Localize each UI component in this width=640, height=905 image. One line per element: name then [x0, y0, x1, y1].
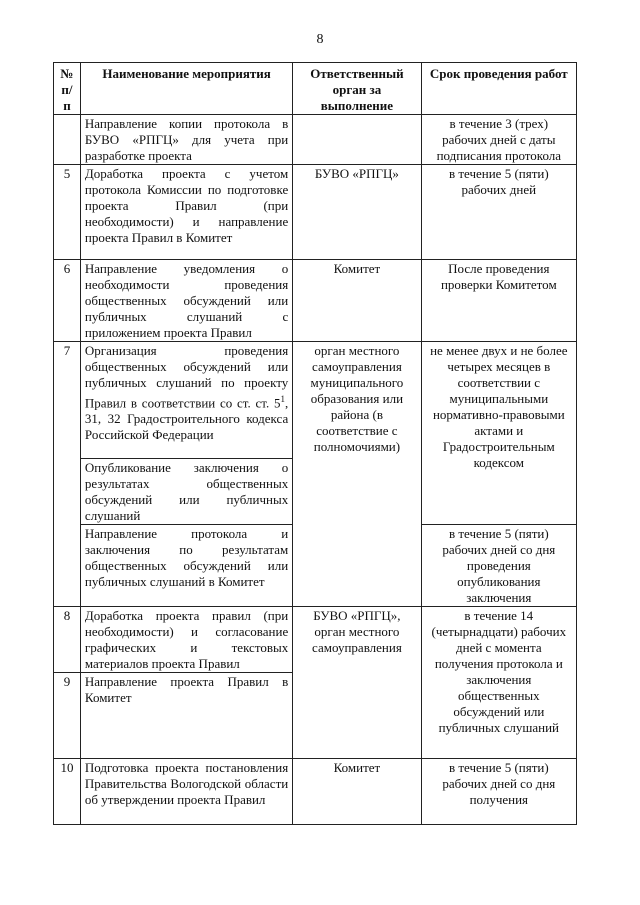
row-name: Подготовка проекта постановления Правительства Вологодской области об утверждении проекта Правил: [80, 759, 292, 825]
table-row: [54, 260, 577, 342]
row-name: [80, 342, 292, 459]
row-term: в течение 5 (пяти) рабочих дней со дня получения: [421, 759, 576, 825]
table-row: [54, 342, 577, 459]
row-num: 5: [54, 165, 81, 260]
row-name: Направление проекта Правил в Комитет: [80, 673, 292, 759]
header-num: № п/п: [54, 63, 81, 115]
row-term: не менее двух и не более четырех месяцев в соответствии с муниципальными нормативно-правовыми актами и Градостроительным кодексом: [421, 342, 576, 525]
header-name: Наименование мероприятия: [80, 63, 292, 115]
row-term: в течение 3 (трех) рабочих дней с даты подписания протокола: [421, 115, 576, 165]
row-name: Направление копии протокола в БУВО «РПГЦ» для учета при разработке проекта: [80, 115, 292, 165]
row-name-part: Организация проведения общественных обсуждений или публичных слушаний по проекту Правил в соответствии со ст. ст. 5: [84, 343, 289, 411]
row-name: Направление уведомления о необходимости проведения общественных обсуждений или публичных слушаний с приложением проекта Правил: [80, 260, 292, 342]
row-num: 9: [54, 673, 81, 759]
table-row: [54, 115, 577, 165]
row-responsible: [293, 115, 421, 165]
measures-table: [53, 62, 577, 825]
row-name: Опубликование заключения о результатах общественных обсуждений или публичных слушаний: [80, 459, 292, 525]
row-responsible: БУВО «РПГЦ»: [293, 165, 421, 260]
row-num: 10: [54, 759, 81, 825]
row-name: Доработка проекта правил (при необходимости) и согласование графических и текстовых материалов проекта Правил: [80, 607, 292, 673]
row-name: Доработка проекта с учетом протокола Комиссии по подготовке проекта Правил (при необходимости) и направление проекта Правил в Комитет: [80, 165, 292, 260]
row-responsible: БУВО «РПГЦ», орган местного самоуправления: [293, 607, 421, 759]
row-name-sup: 1: [280, 394, 285, 404]
row-name: Направление протокола и заключения по результатам общественных обсуждений или публичных слушаний в Комитет: [80, 525, 292, 607]
row-num: 6: [54, 260, 81, 342]
row-responsible: орган местного самоуправления муниципального образования или района (в соответствие с полномочиями): [293, 342, 421, 607]
row-responsible: Комитет: [293, 260, 421, 342]
row-name-part: , 31, 32 Градостроительного кодекса Российской Федерации: [84, 395, 289, 443]
row-term: После проведения проверки Комитетом: [421, 260, 576, 342]
row-term: в течение 5 (пяти) рабочих дней: [421, 165, 576, 260]
table-header-row: [54, 63, 577, 115]
row-num: 7: [54, 342, 81, 607]
row-num: 8: [54, 607, 81, 673]
row-term: в течение 14 (четырнадцати) рабочих дней с момента получения протокола и заключения общественных обсуждений или публичных слушаний: [421, 607, 576, 759]
table-row: [54, 607, 577, 673]
row-responsible: Комитет: [293, 759, 421, 825]
table-row: [54, 759, 577, 825]
table-row: [54, 165, 577, 260]
row-term: в течение 5 (пяти) рабочих дней со дня проведения опубликования заключения: [421, 525, 576, 607]
header-responsible: Ответственный орган за выполнение: [293, 63, 421, 115]
row-num: [54, 115, 81, 165]
page-number: 8: [316, 32, 324, 47]
header-term: Срок проведения работ: [421, 63, 576, 115]
